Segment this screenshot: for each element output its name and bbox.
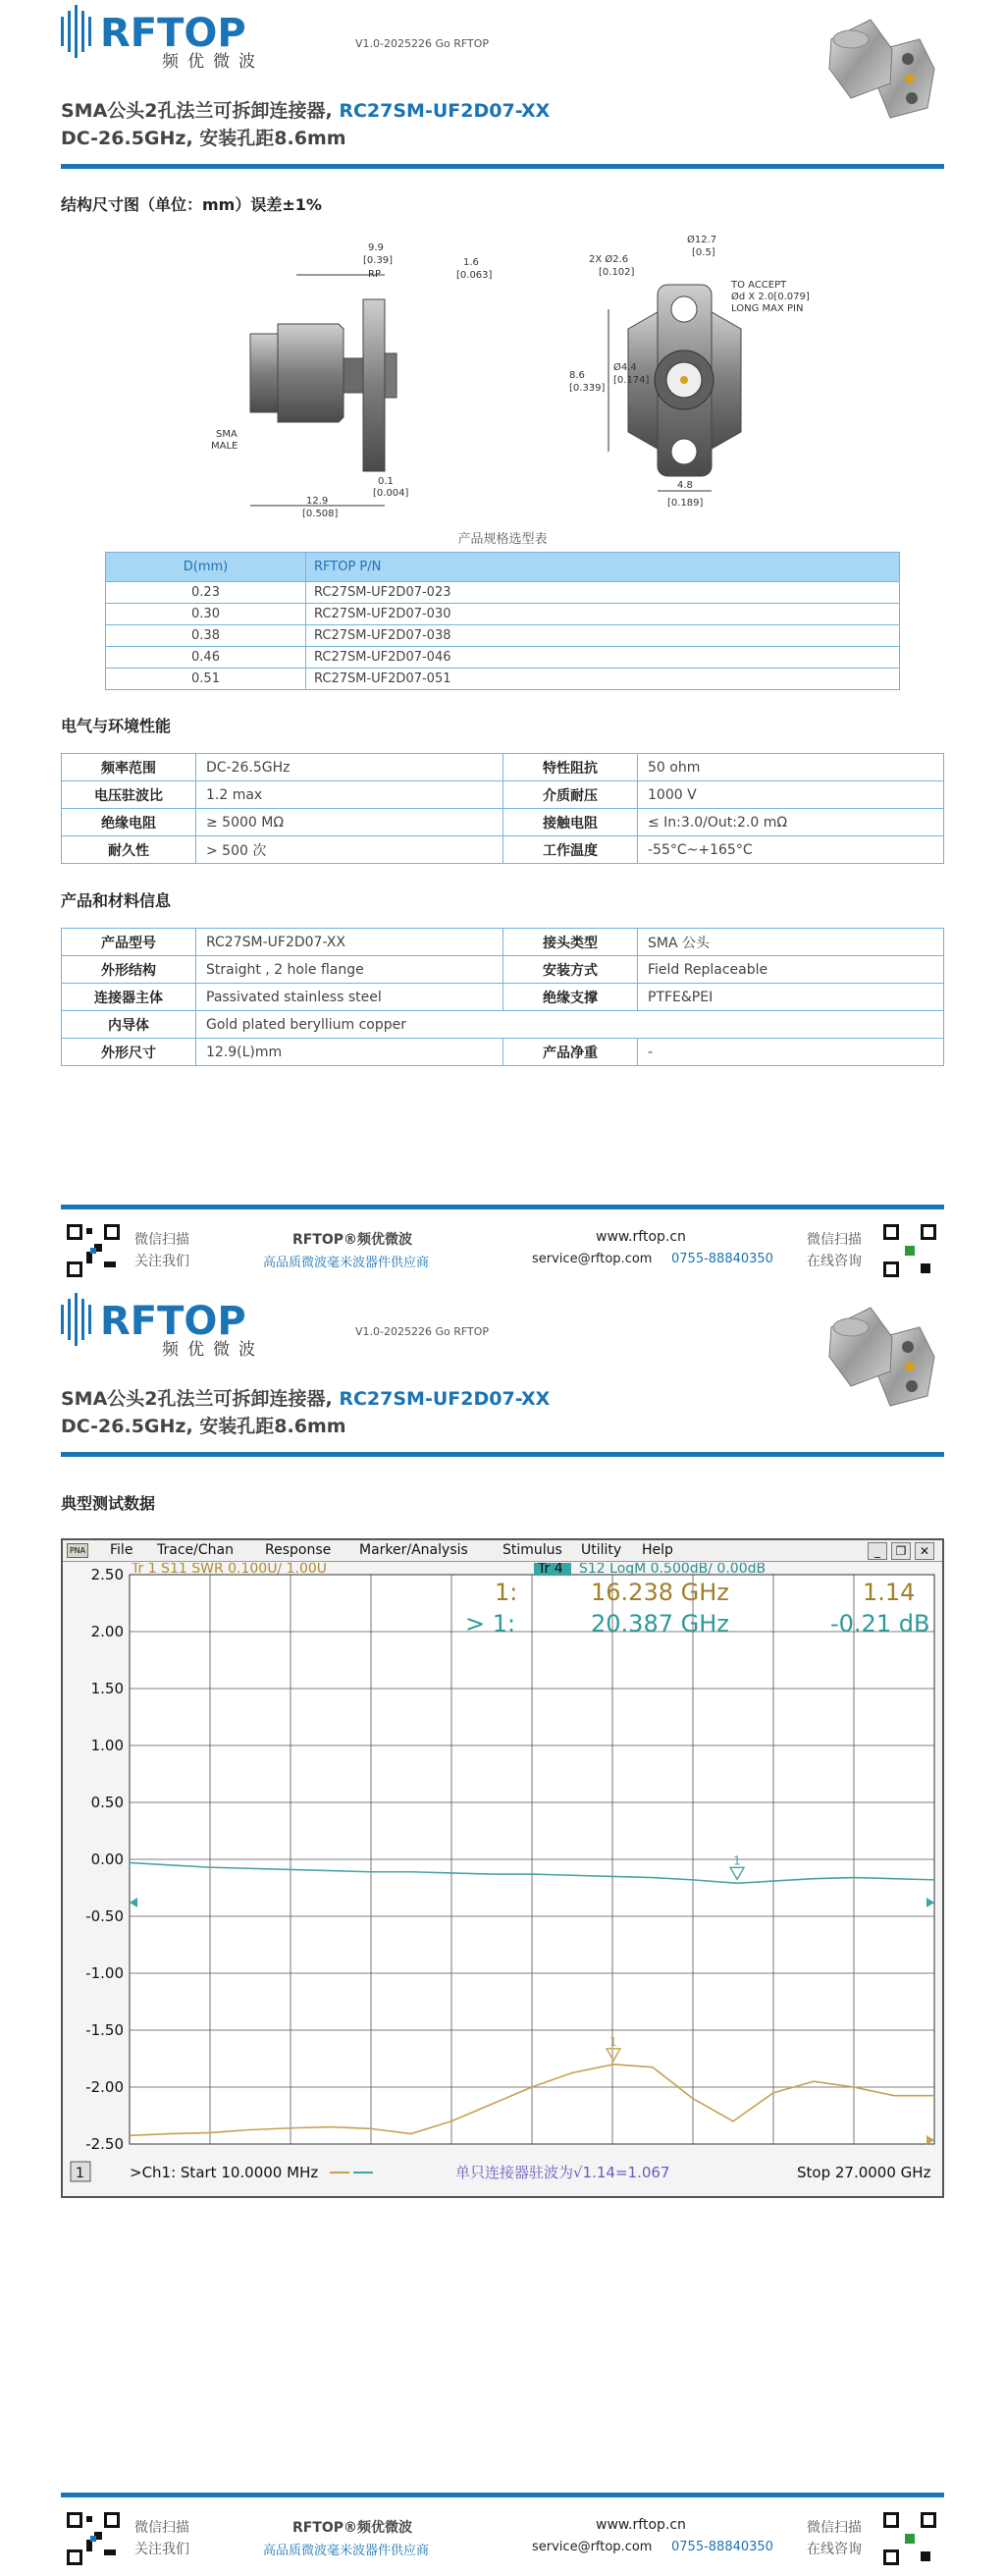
menu-marker-analysis[interactable]: Marker/Analysis — [359, 1542, 468, 1558]
stop-frequency: Stop 27.0000 GHz — [797, 2164, 931, 2181]
table-row — [106, 582, 900, 604]
spec-value: 12.9(L)mm — [196, 1039, 503, 1066]
table-cell: RC27SM-UF2D07-051 — [306, 669, 900, 690]
table-row — [106, 604, 900, 625]
footer-slogan: 高品质微波毫米波器件供应商 — [263, 1256, 430, 1270]
svg-text:2X Ø2.6: 2X Ø2.6 — [589, 254, 629, 265]
y-tick-label: -1.00 — [85, 1964, 124, 1982]
menu-stimulus[interactable]: Stimulus — [502, 1542, 562, 1558]
svg-text:[0.5]: [0.5] — [692, 247, 715, 258]
table-cell: 0.51 — [106, 669, 306, 690]
page-subtitle: DC-26.5GHz, 安装孔距8.6mm — [61, 128, 346, 149]
brand-cn: 频优微波 — [162, 52, 264, 72]
spec-value: Straight , 2 hole flange — [196, 956, 503, 984]
qr-code-icon — [881, 1222, 938, 1279]
qr-code-icon — [65, 2510, 122, 2567]
menu-utility[interactable]: Utility — [581, 1542, 622, 1558]
vna-plot — [63, 1563, 942, 2196]
header — [61, 1288, 944, 1455]
column-header: RFTOP P/N — [306, 553, 900, 582]
footer-rule — [61, 2493, 944, 2497]
spec-value: Gold plated beryllium copper — [196, 1011, 944, 1039]
footer-rule — [61, 1205, 944, 1209]
column-header: D(mm) — [106, 553, 306, 582]
table-cell: 0.23 — [106, 582, 306, 604]
header-rule — [61, 164, 944, 169]
footer — [61, 2493, 944, 2566]
spec-key: 电压驻波比 — [62, 781, 196, 809]
table-row — [62, 754, 944, 781]
y-tick-label: 1.00 — [90, 1737, 124, 1754]
svg-text:[0.189]: [0.189] — [667, 498, 704, 509]
y-tick-label: 0.50 — [90, 1794, 124, 1811]
brand-cn: 频优微波 — [162, 1340, 264, 1360]
section-title-electrical: 电气与环境性能 — [61, 717, 172, 735]
y-tick-label: 2.50 — [90, 1566, 124, 1583]
spec-key: 工作温度 — [503, 836, 638, 864]
footer-consult-text: 在线咨询 — [807, 2542, 862, 2557]
table-cell: RC27SM-UF2D07-030 — [306, 604, 900, 625]
spec-key: 特性阻抗 — [503, 754, 638, 781]
footer-scan-text-2: 微信扫描 — [807, 1232, 862, 1248]
footer-scan-text: 微信扫描 — [134, 2520, 189, 2536]
spec-value: DC-26.5GHz — [196, 754, 503, 781]
y-tick-label: 0.00 — [90, 1851, 124, 1868]
menu-bar — [63, 1540, 942, 1562]
svg-text:9.9: 9.9 — [368, 242, 384, 253]
spec-table-caption: 产品规格选型表 — [457, 532, 548, 547]
svg-text:0.1: 0.1 — [378, 476, 394, 487]
table-row — [62, 781, 944, 809]
y-tick-label: -2.00 — [85, 2078, 124, 2096]
table-row — [106, 669, 900, 690]
y-tick-label: -2.50 — [85, 2135, 124, 2153]
footer-phone: 0755-88840350 — [671, 1252, 773, 1266]
svg-text:[0.339]: [0.339] — [569, 383, 606, 394]
spec-value: PTFE&PEI — [638, 984, 944, 1011]
table-row — [106, 647, 900, 669]
spec-key: 连接器主体 — [62, 984, 196, 1011]
spec-key: 外形结构 — [62, 956, 196, 984]
dimension-drawing — [196, 231, 824, 525]
y-tick-label: 2.00 — [90, 1623, 124, 1640]
spec-value: Field Replaceable — [638, 956, 944, 984]
svg-text:[0.508]: [0.508] — [302, 509, 339, 519]
table-cell: 0.46 — [106, 647, 306, 669]
y-tick-label: 1.50 — [90, 1680, 124, 1697]
svg-text:[0.063]: [0.063] — [456, 270, 493, 281]
marker-1-frequency: 16.238 GHz — [591, 1579, 729, 1606]
minimize-button[interactable]: _ — [868, 1542, 887, 1560]
table-row — [62, 1039, 944, 1066]
footer-follow-text: 关注我们 — [134, 1254, 189, 1269]
svg-text:RFTOP: RFTOP — [100, 11, 246, 56]
svg-text:Ød X 2.0[0.079]: Ød X 2.0[0.079] — [731, 292, 810, 302]
footer-scan-text-2: 微信扫描 — [807, 2520, 862, 2536]
svg-text:SMA: SMA — [216, 429, 238, 440]
footer-scan-text: 微信扫描 — [134, 1232, 189, 1248]
footer-website[interactable]: www.rftop.cn — [596, 2517, 686, 2533]
section-title-dimensions: 结构尺寸图（单位：mm）误差±1% — [61, 195, 322, 214]
svg-text:TO ACCEPT: TO ACCEPT — [731, 280, 787, 291]
svg-text:Ø4.4: Ø4.4 — [613, 362, 637, 373]
svg-text:RP: RP — [368, 269, 381, 280]
marker-2-frequency: 20.387 GHz — [591, 1610, 729, 1637]
qr-code-icon — [881, 2510, 938, 2567]
marker-2-value: -0.21 dB — [830, 1610, 930, 1637]
table-cell: RC27SM-UF2D07-046 — [306, 647, 900, 669]
svg-text:12.9: 12.9 — [306, 496, 329, 507]
footer-consult-text: 在线咨询 — [807, 1254, 862, 1269]
product-image — [821, 1298, 939, 1411]
spec-value: SMA 公头 — [638, 929, 944, 956]
spec-value: Passivated stainless steel — [196, 984, 503, 1011]
menu-help[interactable]: Help — [642, 1542, 673, 1558]
header — [61, 0, 944, 167]
trace-1-label[interactable]: Tr 1 S11 SWR 0.100U/ 1.00U — [132, 1563, 328, 1577]
table-row — [62, 956, 944, 984]
start-frequency: >Ch1: Start 10.0000 MHz — [130, 2164, 319, 2181]
marker-2-label: > 1: — [465, 1610, 516, 1637]
product-image — [821, 10, 939, 123]
restore-button[interactable]: ❐ — [891, 1542, 911, 1560]
spec-key: 接头类型 — [503, 929, 638, 956]
spec-key: 接触电阻 — [503, 809, 638, 836]
footer-brand: RFTOP®频优微波 — [292, 1232, 413, 1248]
svg-text:[0.004]: [0.004] — [373, 488, 409, 499]
spec-key: 产品型号 — [62, 929, 196, 956]
spec-key: 耐久性 — [62, 836, 196, 864]
electrical-table — [61, 753, 944, 864]
material-table — [61, 928, 944, 1066]
table-cell: 0.30 — [106, 604, 306, 625]
spec-value: 50 ohm — [638, 754, 944, 781]
trace-4-label[interactable]: Tr 4 — [538, 1563, 563, 1577]
table-cell: RC27SM-UF2D07-038 — [306, 625, 900, 647]
spec-value: ≥ 5000 MΩ — [196, 809, 503, 836]
y-tick-label: -0.50 — [85, 1907, 124, 1925]
svg-text:4.8: 4.8 — [677, 480, 693, 491]
marker-1-label: 1: — [495, 1579, 518, 1606]
footer-website[interactable]: www.rftop.cn — [596, 1229, 686, 1245]
svg-text:[0.39]: [0.39] — [363, 255, 394, 266]
footer-follow-text: 关注我们 — [134, 2542, 189, 2557]
svg-text:[0.102]: [0.102] — [599, 267, 635, 278]
table-header-row — [106, 553, 900, 582]
menu-trace-chan[interactable]: Trace/Chan — [157, 1542, 234, 1558]
spec-value: ≤ In:3.0/Out:2.0 mΩ — [638, 809, 944, 836]
page-subtitle: DC-26.5GHz, 安装孔距8.6mm — [61, 1416, 346, 1437]
section-title-material: 产品和材料信息 — [61, 891, 172, 910]
vna-window — [61, 1538, 944, 2198]
footer-email[interactable]: service@rftop.com — [532, 2540, 653, 2554]
marker-1-value: 1.14 — [863, 1579, 916, 1606]
spec-key: 绝缘支撑 — [503, 984, 638, 1011]
spec-value: -55°C~+165°C — [638, 836, 944, 864]
spec-value: RC27SM-UF2D07-XX — [196, 929, 503, 956]
version-text: V1.0-2025226 Go RFTOP — [355, 37, 490, 50]
footer-phone: 0755-88840350 — [671, 2540, 773, 2554]
y-tick-label: -1.50 — [85, 2021, 124, 2039]
footer-email[interactable]: service@rftop.com — [532, 1252, 653, 1266]
svg-text:[0.174]: [0.174] — [613, 375, 650, 386]
marker-s11-number: 1 — [609, 2034, 617, 2049]
footer-slogan: 高品质微波毫米波器件供应商 — [263, 2544, 430, 2558]
menu-file[interactable]: File — [110, 1542, 133, 1558]
app-icon: PNA — [67, 1543, 88, 1558]
spec-value: 1.2 max — [196, 781, 503, 809]
spec-key: 频率范围 — [62, 754, 196, 781]
menu-response[interactable]: Response — [265, 1542, 332, 1558]
trace-4-description: S12 LogM 0.500dB/ 0.00dB — [579, 1563, 767, 1577]
svg-text:RFTOP: RFTOP — [100, 1299, 246, 1344]
spec-key: 内导体 — [62, 1011, 196, 1039]
spec-value: 1000 V — [638, 781, 944, 809]
footer-brand: RFTOP®频优微波 — [292, 2520, 413, 2536]
table-cell: RC27SM-UF2D07-023 — [306, 582, 900, 604]
spec-key: 外形尺寸 — [62, 1039, 196, 1066]
spec-key: 介质耐压 — [503, 781, 638, 809]
svg-text:LONG MAX PIN: LONG MAX PIN — [731, 303, 804, 314]
page-title: SMA公头2孔法兰可拆卸连接器, RC27SM-UF2D07-XX — [61, 100, 551, 122]
footer — [61, 1205, 944, 1278]
spec-value: - — [638, 1039, 944, 1066]
vswr-note: 单只连接器驻波为√1.14=1.067 — [455, 2164, 670, 2181]
channel-index: 1 — [76, 2166, 84, 2181]
table-row — [62, 836, 944, 864]
table-row — [62, 1011, 944, 1039]
table-row — [106, 625, 900, 647]
section-title-test: 典型测试数据 — [61, 1494, 156, 1513]
svg-text:1.6: 1.6 — [463, 257, 479, 268]
spec-key: 绝缘电阻 — [62, 809, 196, 836]
table-row — [62, 984, 944, 1011]
table-cell: 0.38 — [106, 625, 306, 647]
table-row — [62, 929, 944, 956]
svg-text:8.6: 8.6 — [569, 370, 585, 381]
svg-text:Ø12.7: Ø12.7 — [687, 235, 717, 245]
spec-key: 产品净重 — [503, 1039, 638, 1066]
page-title: SMA公头2孔法兰可拆卸连接器, RC27SM-UF2D07-XX — [61, 1388, 551, 1410]
close-button[interactable]: ✕ — [915, 1542, 934, 1560]
svg-text:MALE: MALE — [211, 441, 238, 452]
table-row — [62, 809, 944, 836]
version-text: V1.0-2025226 Go RFTOP — [355, 1325, 490, 1338]
marker-s12-number: 1 — [733, 1853, 741, 1868]
qr-code-icon — [65, 1222, 122, 1279]
part-number-table — [105, 552, 900, 690]
spec-key: 安装方式 — [503, 956, 638, 984]
header-rule — [61, 1452, 944, 1457]
spec-value: > 500 次 — [196, 836, 503, 864]
